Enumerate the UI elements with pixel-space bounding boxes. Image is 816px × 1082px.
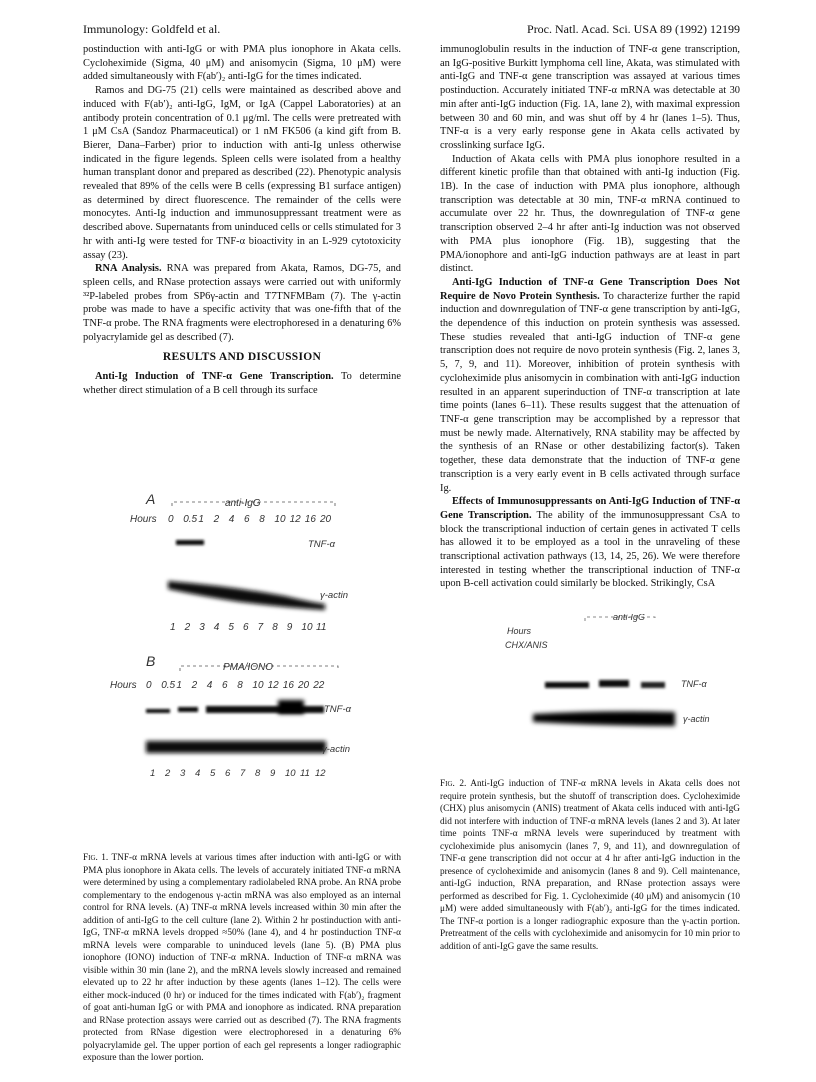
panel-b-tnf-band-4 <box>278 700 304 714</box>
panel-b-lane-number: 1 <box>150 768 156 779</box>
panel-b-lane-numbers <box>150 768 326 779</box>
panel-b-hour-label: 4 <box>206 680 213 691</box>
panel-b-lane-number: 7 <box>240 768 246 779</box>
panel-a-actin-band <box>168 581 325 610</box>
protein-synthesis-text: To characterize further the rapid induction and downregulation of TNF-α gene transcription by anti-IgG, the dependence of this induction on protein synthesis was assessed. These studies revealed that anti-IgG induction of TNF-α gene transcription does not require de novo protein synthesis (Fig. 2, lanes 3, 5, 7, 9, and 11). Moreover, inhibition of protein synthesis with cycloheximide plus anisomycin in combination with anti-IgG induction resulted in an apparent superinduction of TNF-α transcription at late time points (lanes 6–11). These results suggest that the attenuation of TNF-α gene transcription may be accomplished by a repressor that must be newly made. Alternatively, RNA stability may be affected by the synthesis of an RNase or other destabilizing factor(s). Taken together, these data demonstrate that the induction of TNF-α gene transcription is a very early event in B cells activated through surface Ig. <box>440 290 740 494</box>
right-paragraph-3 <box>440 276 740 495</box>
panel-b-tnf-band-2 <box>178 707 198 712</box>
panel-a-hour-label: 1 <box>198 514 204 525</box>
left-paragraph-3 <box>83 262 401 344</box>
panel-a-hour-label: 0.5 <box>183 514 198 525</box>
figure-2-treatment: anti-IgG <box>613 614 646 622</box>
figure-1-caption-text: TNF-α mRNA levels at various times after induction with anti-IgG or with PMA plus ionophore in Akata cells. The levels of accurately initiated TNF-α mRNA were determined by using a complementary radiolabeled RNA probe. An RNA probe complementary to the endogenous γ-actin mRNA was also employed as an internal control for RNA levels. (A) TNF-α mRNA levels increased within 30 min after the addition of anti-IgG to the cell culture (lane 2). Within 2 hr postinduction with anti-IgG, TNF-α mRNA levels dropped ≈50% (lane 4), and 4 hr postinduction TNF-α mRNA levels were comparable to uninduced levels (lane 5). (B) PMA plus ionophore (IONO) induction of TNF-α mRNA. Induction of TNF-α mRNA was visible within 30 min (lane 2), and the mRNA levels slowly increased and remained elevated up to 22 hr after induction by these agents (lanes 1–12). The cells were either mock-induced (0 hr) or induced for the times indicated with F(ab′)₂ fragment of goat anti-human IgG or with PMA and ionophore as indicated. RNA preparation and RNase protection assays were carried out as described (7). The RNA fragments protected from RNase digestion were electrophoresed in a denaturing 6% polyacrylamide gel. The upper portion of each gel represents a longer radiographic exposure than the lower portion. <box>83 853 401 1063</box>
panel-a-hours-label: Hours <box>130 514 157 525</box>
panel-a-hour-label: 2 <box>213 514 220 525</box>
panel-b-lane-number: 10 <box>285 768 296 779</box>
panel-a-actin-label: γ-actin <box>320 590 348 601</box>
panel-b-lane-number: 8 <box>255 768 261 779</box>
panel-b-hours-label: Hours <box>110 680 137 691</box>
panel-b-lane-number: 6 <box>225 768 231 779</box>
running-header-left: Immunology: Goldfeld et al. <box>83 22 221 36</box>
panel-b-hour-label: 10 <box>252 680 264 691</box>
panel-b-actin-label: γ-actin <box>322 744 350 755</box>
panel-a-hour-labels <box>168 514 332 525</box>
panel-a-lane-number: 1 <box>170 622 176 633</box>
right-paragraph-2: Induction of Akata cells with PMA plus ionophore resulted in a different kinetic profile than that obtained with anti-Ig induction (Fig. 1B). In the case of induction with PMA plus ionophore, although transcription was detectable at 30 min, TNF-α mRNA continued to accumulate over 22 hr. Thus, the downregulation of TNF-α gene transcription observed 2–4 hr after anti-Ig induction was not observed with PMA plus ionophore (Fig. 1B), suggesting that the PMA/ionophore and anti-IgG induction pathways are at least in part distinct. <box>440 153 740 275</box>
panel-b-hour-label: 8 <box>237 680 243 691</box>
panel-b-lane-number: 12 <box>315 768 326 779</box>
panel-a-lane-number: 10 <box>301 622 313 633</box>
panel-a-lane-number: 6 <box>243 622 249 633</box>
panel-b-tnf-band-3 <box>206 706 324 713</box>
panel-b-hour-label: 0 <box>146 680 152 691</box>
figure-2-caption <box>440 778 740 953</box>
figure-2-tnf-band-1 <box>545 682 589 688</box>
panel-b-letter: B <box>146 653 156 669</box>
panel-a-hour-label: 12 <box>289 514 301 525</box>
panel-a-lane-number: 11 <box>316 622 327 633</box>
panel-b-hour-label: 12 <box>267 680 279 691</box>
panel-b-tnf-label: TNF-α <box>324 704 352 715</box>
figure-2-actin-band <box>533 711 675 726</box>
panel-b-hour-label: 0.5 <box>161 680 176 691</box>
panel-a-treatment: anti-IgG <box>225 498 261 509</box>
panel-b-lane-number: 9 <box>270 768 276 779</box>
panel-a-hour-label: 4 <box>228 514 235 525</box>
panel-b-hour-label: 2 <box>191 680 198 691</box>
figure-2-chx-label: CHX/ANIS <box>505 640 548 650</box>
panel-a-lane-numbers <box>170 622 326 633</box>
panel-a-lane-number: 9 <box>286 622 293 633</box>
left-column <box>83 43 401 398</box>
panel-a-lane-number: 3 <box>199 622 205 633</box>
right-paragraph-1: immunoglobulin results in the induction of TNF-α gene transcription, an IgG-positive Burkitt lymphoma cell line, Akata, was stimulated with anti-IgG and TNF-α gene transcription was assayed at various times postinduction. Accurately initiated TNF-α mRNA was detectable at 30 min after anti-IgG induction (Fig. 1A, lane 2), with maximal expression between 30 and 60 min, and was shut off by 4 hr (lanes 1–5). Thus, TNF-α is a very early response gene in Akata cells activated by crosslinking surface IgG. <box>440 44 740 151</box>
panel-b-hour-label: 6 <box>222 680 228 691</box>
figure-2-hours-label: Hours <box>507 626 532 636</box>
panel-a-lane-number: 8 <box>272 622 278 633</box>
panel-a-hour-label: 16 <box>304 514 316 525</box>
running-header-right: Proc. Natl. Acad. Sci. USA 89 (1992) 12199 <box>527 22 740 36</box>
figure-2-tnf-band-2 <box>599 680 629 687</box>
figure-1-caption-label: Fig. 1. <box>83 853 109 863</box>
panel-a-lane-number: 2 <box>184 622 191 633</box>
figure-1-gel <box>110 486 390 836</box>
figure-2-tnf-label: TNF-α <box>681 679 707 689</box>
figure-2-upper <box>505 614 725 774</box>
figure-2-caption-text: Anti-IgG induction of TNF-α mRNA levels in Akata cells does not require protein synthesis, but the shutoff of transcription does. Cycloheximide (CHX) plus anisomycin (ANIS) treatment of Akata cells induced with anti-IgG did not interfere with induction of TNF-α mRNA levels (lanes 2 and 3). At later time points TNF-α mRNA levels were superinduced by treatment with cycloheximide plus anisomycin (lanes 7, 9, and 11), and downregulation of TNF-α gene transcription did not occur at 4 hr after anti-IgG induction in the presence of cycloheximide and anisomycin (lanes 8 and 9). Cell maintenance, anti-IgG induction, RNA preparation, and RNase protection assays were performed as described for Fig. 1. Cycloheximide (40 μM) and anisomycin (10 μM) were added simultaneously with F(ab′)₂ anti-IgG for the times indicated. The TNF-α portion is a longer radiographic exposure than the γ-actin portion. Pretreatment of the cells with cycloheximide and anisomycin for 10 min prior to addition of anti-IgG gave the same results. <box>440 779 740 952</box>
panel-a-lane-number: 5 <box>228 622 234 633</box>
panel-b-lane-number: 4 <box>195 768 201 779</box>
anti-ig-induction-text: To determine whether direct stimulation of a B cell through its surface <box>83 371 401 396</box>
panel-a-lane-number: 4 <box>213 622 220 633</box>
results-section-title: RESULTS AND DISCUSSION <box>162 351 322 364</box>
panel-a-hour-label: 8 <box>259 514 265 525</box>
left-paragraph-2: Ramos and DG-75 (21) cells were maintained as described above and induced with F(ab′)₂ anti-IgG, IgM, or IgA (Cappel Laboratories) at an antibody protein concentration of 0.1 μg/ml. The cells were pretreated with 1 μM CsA (Sandoz Pharmaceutical) or 1 nM FK506 (a kind gift from B. Bierer, Dana–Farber) prior to induction with anti-Ig unless otherwise indicated in the figure legends. Spleen cells were isolated from a healthy human transplant donor and prepared as described (22). Phenotypic analysis revealed that 89% of the cells were B cells (expressing B1 surface antigen) as determined by direct fluorescence. The remainder of the cells were monocytes. Anti-Ig induction and immunosuppressant treatment were as described above. Supernatants from uninduced cells or cells stimulated for 3 hr with anti-Ig were tested for TNF-α bioactivity in an L-929 cytotoxicity assay (23). <box>83 85 401 261</box>
panel-a-hour-label: 10 <box>274 514 286 525</box>
figure-1-caption <box>83 852 401 1065</box>
panel-a-hour-label: 6 <box>244 514 250 525</box>
immunosuppressants-text: The ability of the immunosuppressant CsA to block the transcriptional induction of certain genes in activated T cells has allowed it to be employed as a tool in the unraveling of these transcriptional activation pathways (13, 14, 25, 26). We were therefore interested in testing whether the transcriptional induction of TNF-α upon B-cell activation could similarly be blocked. Strikingly, CsA <box>440 509 740 590</box>
panel-b-lane-number: 11 <box>300 768 310 779</box>
panel-a-tnf-band <box>176 540 204 545</box>
panel-b-hour-label: 20 <box>298 680 310 691</box>
left-paragraph-4 <box>83 370 401 397</box>
rna-analysis-text: RNA was prepared from Akata, Ramos, DG-75, and spleen cells, and RNase protection assays were carried out with uniformly ³²P-labeled probes from SP6γ-actin and T7TNFMBam (7). The γ-actin probe was made to have a specific activity that was one-fifth that of the TNF-α probe. The RNA fragments were electrophoresed in a denaturing 6% polyacrylamide gel as described (7). <box>83 263 401 343</box>
rna-analysis-heading: RNA Analysis. <box>95 263 162 275</box>
panel-b-lane-number: 2 <box>165 768 171 779</box>
right-column <box>440 43 740 591</box>
figure-2-tnf-band-3 <box>641 682 665 688</box>
panel-b-treatment: PMA/IONO <box>223 662 274 673</box>
anti-ig-induction-heading: Anti-Ig Induction of TNF-α Gene Transcription. <box>95 371 334 383</box>
immunosuppressants-heading: Effects of Immunosuppressants on Anti-IgG Induction of TNF-α Gene Transcription. <box>440 496 740 521</box>
panel-a-lane-number: 7 <box>257 622 264 633</box>
panel-b-hour-labels <box>146 680 325 691</box>
figure-2-caption-label: Fig. 2. <box>440 779 467 789</box>
right-paragraph-4 <box>440 495 740 591</box>
panel-b-tnf-band-1 <box>146 709 170 713</box>
panel-b-hour-label: 1 <box>176 680 182 691</box>
protein-synthesis-heading: Anti-IgG Induction of TNF-α Gene Transcription Does Not Require de Novo Protein Synthesis. <box>440 276 740 302</box>
left-paragraph-1: postinduction with anti-IgG or with PMA plus ionophore in Akata cells. Cycloheximide (Sigma, 40 μM) and anisomycin (Sigma, 10 μM) were added simultaneously with F(ab′)₂ anti-IgG for the times indicated. <box>83 44 401 83</box>
panel-b-lane-number: 3 <box>180 768 186 779</box>
figure-2-actin-label: γ-actin <box>683 714 710 724</box>
panel-a-tnf-label: TNF-α <box>308 539 336 550</box>
panel-a-hour-label: 0 <box>168 514 174 525</box>
panel-b-actin-band <box>146 741 326 753</box>
panel-a-hour-label: 20 <box>320 514 332 525</box>
panel-a-letter: A <box>146 491 156 507</box>
panel-b-hour-label: 16 <box>282 680 294 691</box>
panel-b-lane-number: 5 <box>210 768 216 779</box>
panel-b-hour-label: 22 <box>313 680 325 691</box>
